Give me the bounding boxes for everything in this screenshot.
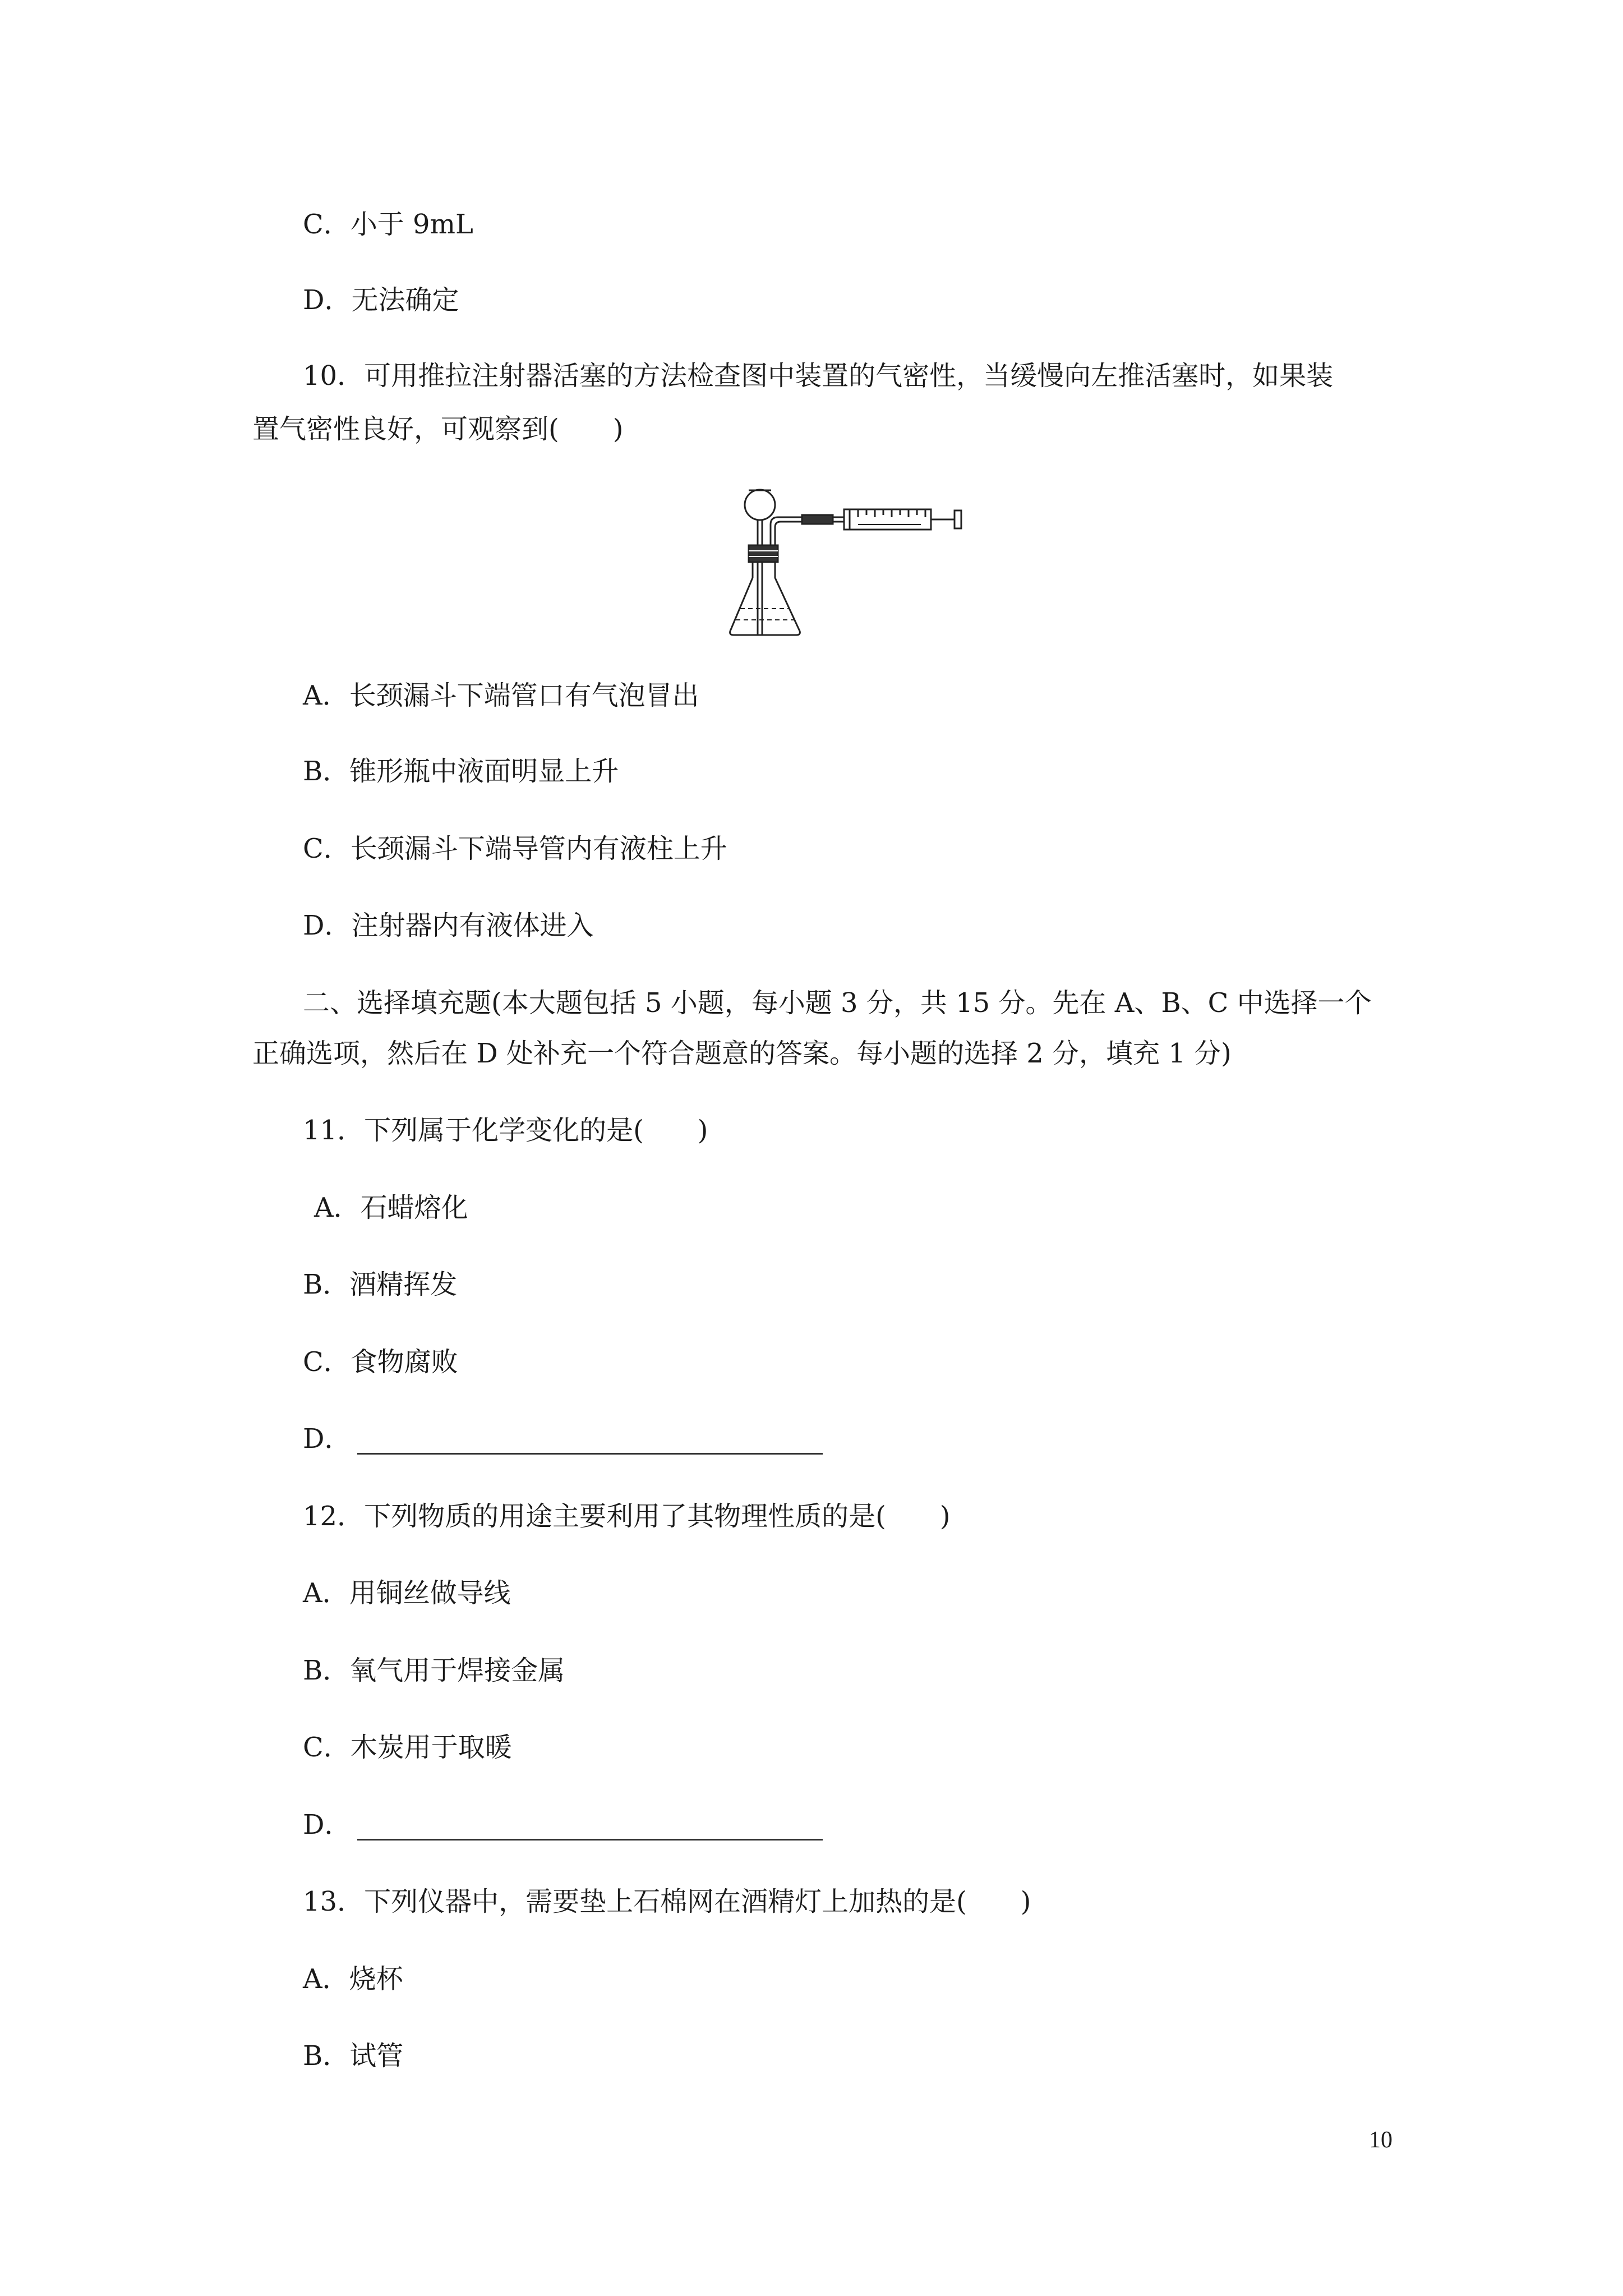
q12-stem: 12．下列物质的用途主要利用了其物理性质的是( ) [303, 1501, 951, 1532]
q12-option-b: B．氧气用于焊接金属 [303, 1655, 565, 1686]
rubber-tube [802, 515, 833, 524]
airtightness-apparatus-figure [723, 482, 981, 645]
q11-option-c: C．食物腐败 [303, 1346, 458, 1378]
q10-option-d: D．注射器内有液体进入 [303, 910, 594, 941]
q13-option-b: B．试管 [303, 2040, 404, 2072]
q12-option-c: C．木炭用于取暖 [303, 1732, 512, 1763]
page-number: 10 [1369, 2127, 1393, 2153]
q12-answer-blank[interactable] [357, 1837, 823, 1841]
syringe [844, 509, 961, 530]
conical-flask [730, 562, 800, 635]
rubber-stopper [749, 545, 778, 562]
q11-option-a: A．石蜡熔化 [314, 1192, 468, 1223]
q11-option-d [303, 1422, 823, 1456]
q11-answer-blank[interactable] [357, 1451, 823, 1455]
q10-stem-line1: 10．可用推拉注射器活塞的方法检查图中装置的气密性，当缓慢向左推活塞时，如果装 [303, 360, 1334, 392]
q13-option-a: A．烧杯 [303, 1963, 403, 1995]
q10-option-a: A．长颈漏斗下端管口有气泡冒出 [303, 680, 699, 711]
section2-heading-line2: 正确选项，然后在 D 处补充一个符合题意的答案。每小题的选择 2 分，填充 1 分) [252, 1038, 1232, 1069]
q11-option-b: B．酒精挥发 [303, 1269, 458, 1300]
q12-option-d [303, 1808, 823, 1842]
q9-option-c: C．小于 9mL [303, 209, 473, 240]
q10-stem-line2: 置气密性良好，可观察到( ) [252, 413, 624, 445]
q12-option-a: A．用铜丝做导线 [303, 1577, 511, 1609]
q13-stem: 13．下列仪器中，需要垫上石棉网在酒精灯上加热的是( ) [303, 1886, 1031, 1917]
q11-stem: 11．下列属于化学变化的是( ) [303, 1115, 708, 1146]
section2-heading-line1: 二、选择填充题(本大题包括 5 小题，每小题 3 分，共 15 分。先在 A、B、C 中选择一个 [303, 987, 1372, 1019]
q12-option-d-label: D． [303, 1809, 352, 1841]
q9-option-d: D．无法确定 [303, 284, 459, 316]
q11-option-d-label: D． [303, 1423, 352, 1455]
q10-option-c: C．长颈漏斗下端导管内有液柱上升 [303, 833, 727, 864]
funnel-bulb [745, 490, 775, 520]
q10-option-b: B．锥形瓶中液面明显上升 [303, 756, 619, 787]
